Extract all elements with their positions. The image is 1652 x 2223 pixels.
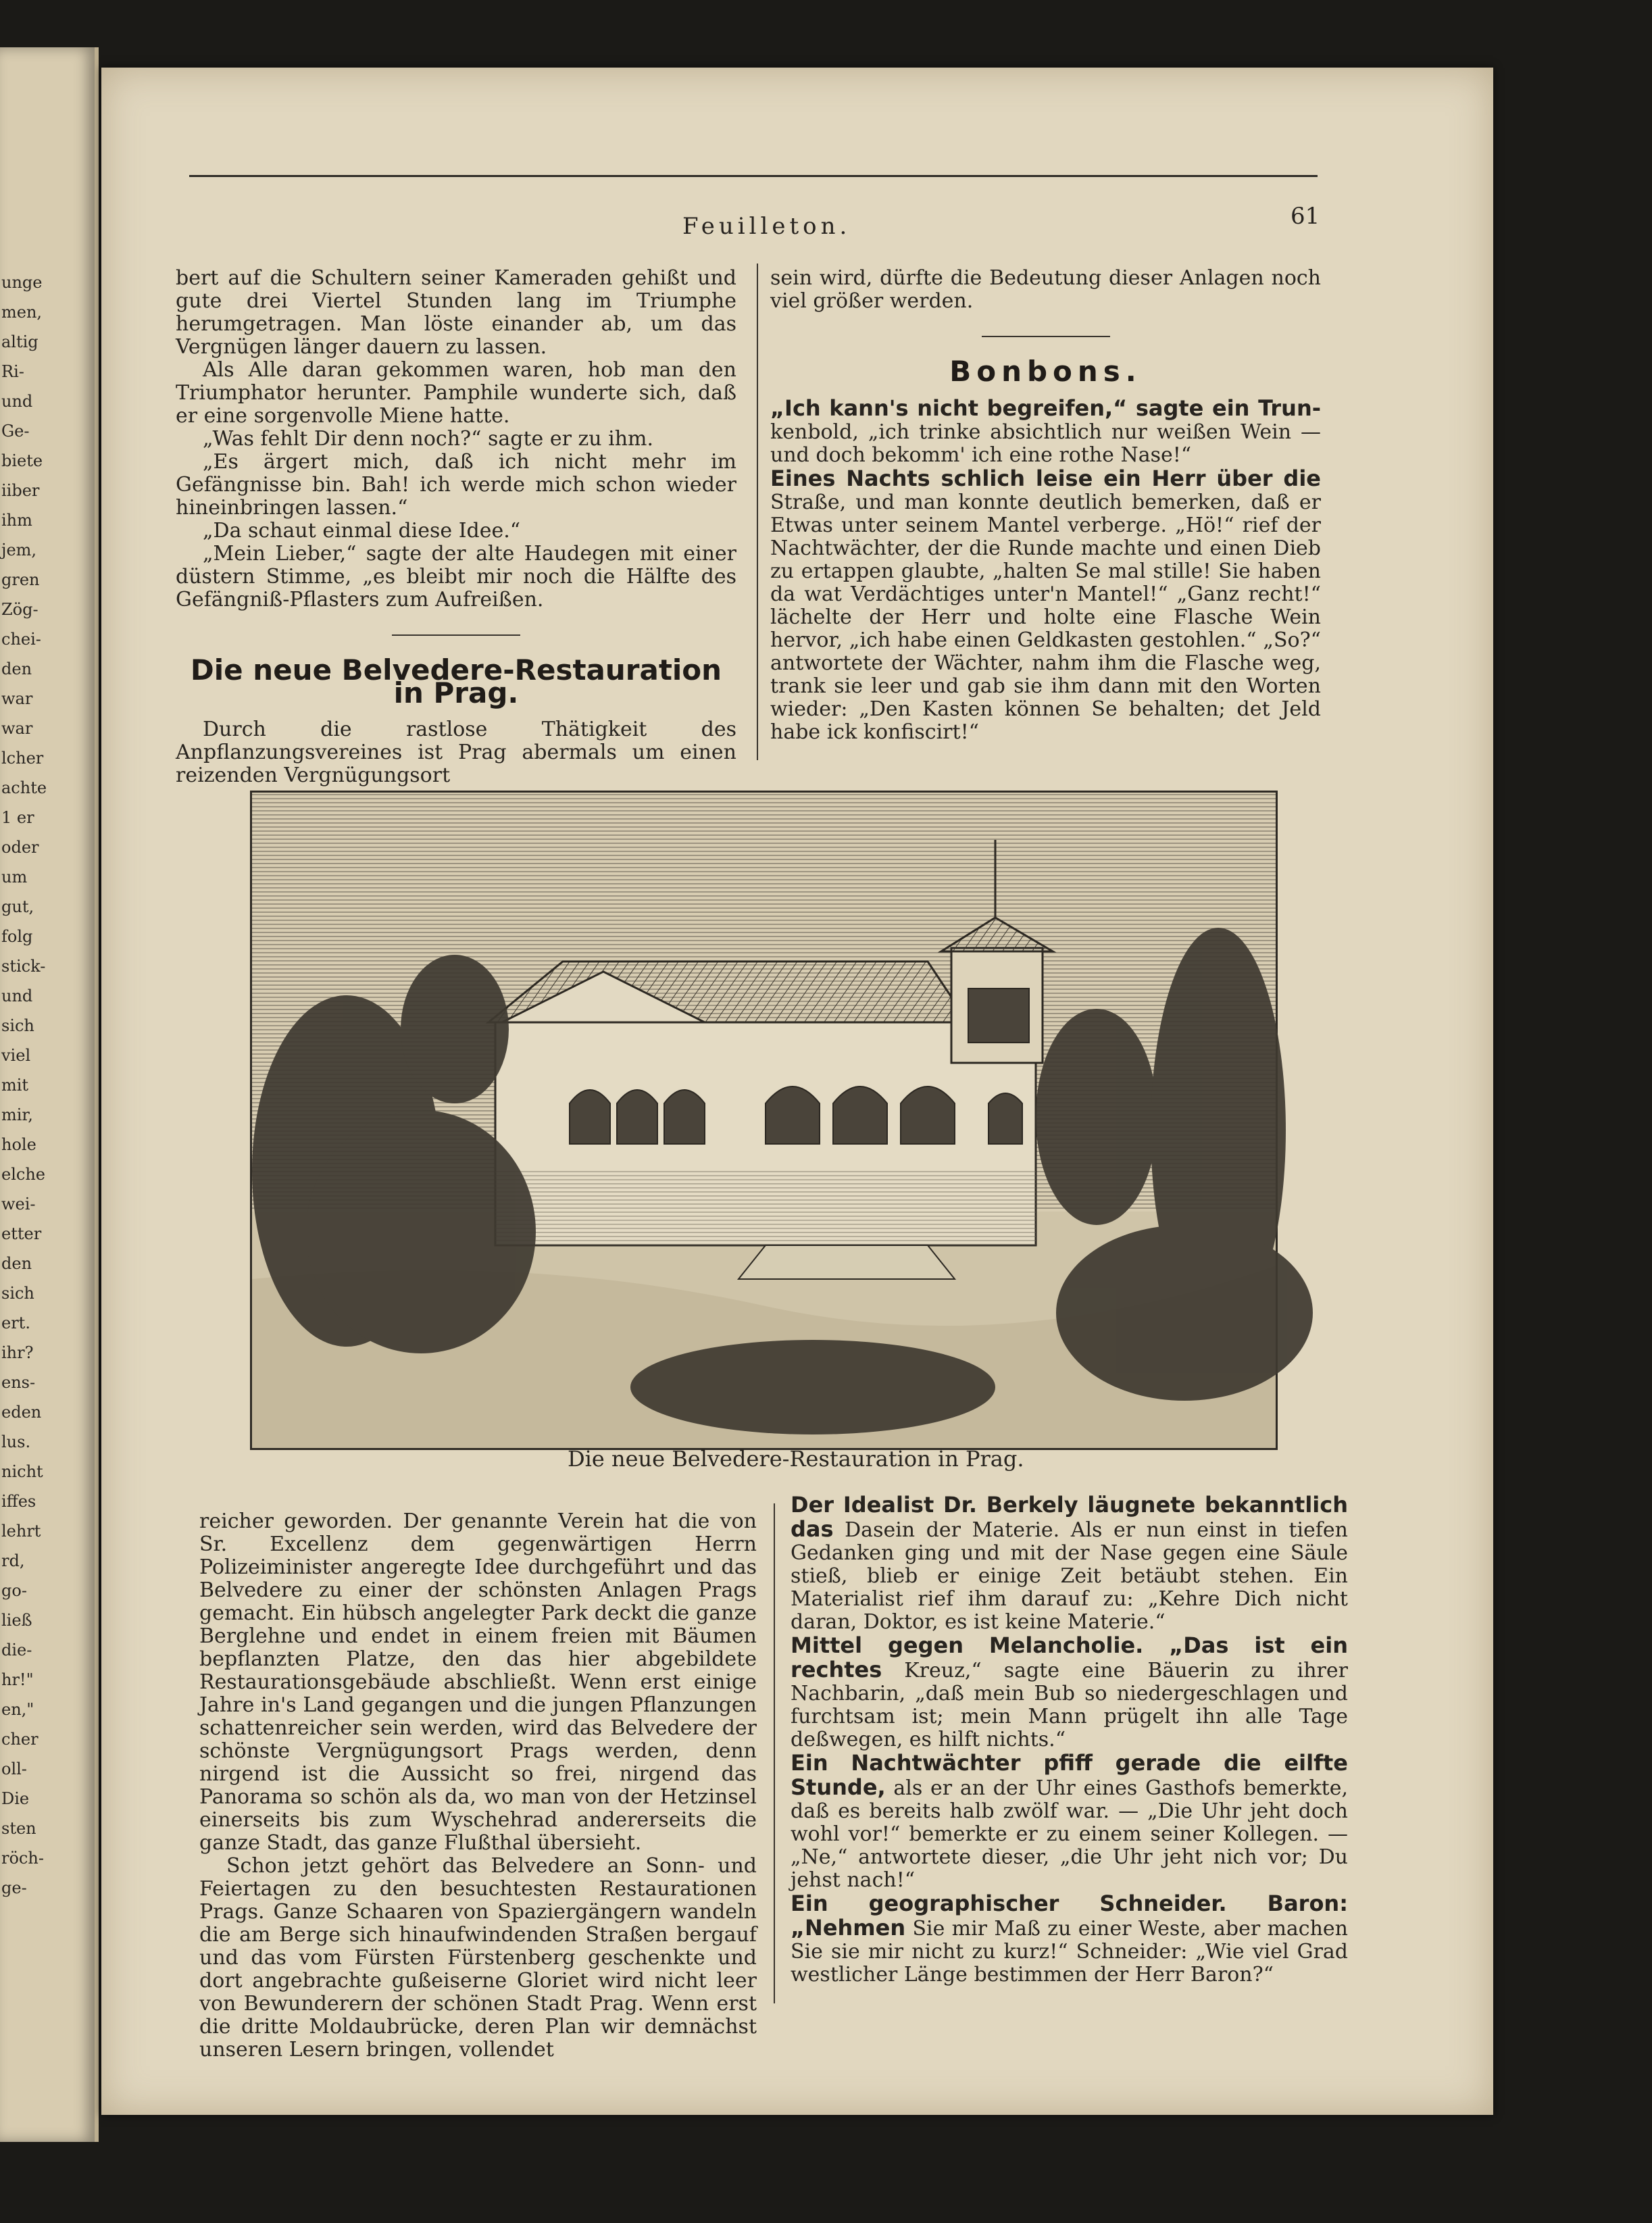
left-page-fragment: mir, [1, 1105, 33, 1124]
left-page-fragment: lehrt [1, 1522, 41, 1541]
article-title: Die neue Belvedere-Restauration in Prag. [190, 653, 722, 709]
belvedere-building-engraving [252, 793, 1276, 1448]
left-page-fragment: eden [1, 1403, 42, 1422]
left-page-fragment: iffes [1, 1492, 36, 1511]
left-page-fragment: mit [1, 1076, 29, 1095]
left-page-fragment: wei- [1, 1195, 36, 1214]
anecdote-body: Sie mir Maß zu einer Weste, aber machen Sie sie mir nicht zu kurz!“ Schneider: „Wie viel Grad westlicher Länge bestimmen der Herr Baron?“ [791, 1917, 1348, 1987]
header-rule [189, 145, 1318, 177]
column-left-bottom [199, 1510, 757, 2062]
left-page-fragment: ens- [1, 1373, 36, 1392]
paragraph: reicher geworden. Der genannte Verein hat die von Sr. Excellenz dem gegenwärtigen Herrn Polizeiminister angeregte Idee durchgeführt und das Belvedere zu einer der schönsten Anlagen Prags gemacht. Ein hübsch angelegter Park deckt die ganze Berglehne und endet in einem freien mit Bäumen bepflanzten Platze, den das hier abgebildete Restaurationsgebäude abschließt. Wenn erst einige Jahre in's Land gegangen und die jungen Pflanzungen schattenreicher sein werden, wird das Belvedere der schönste Vergnügungsort Prags werden, denn nirgend ist die Aussicht so frei, nirgend das Panorama so schön als da, wo man von der Hetzinsel einerseits bis zum Wyschehrad andererseits die ganze Stadt, das ganze Flußthal übersieht. [199, 1509, 757, 1855]
left-page-fragment: und [1, 392, 33, 411]
bonbon-lead: „Ich kann's nicht begreifen,“ sagte ein Trun- [770, 395, 1321, 421]
left-page-fragment: hr!" [1, 1670, 34, 1689]
article-intro: Durch die rastlose Thätigkeit des Anpflanzungsvereines ist Prag abermals um einen reizenden Vergnügungsort [176, 718, 736, 787]
column-right-top [770, 267, 1321, 744]
left-page-fragment: gren [1, 570, 40, 589]
anecdote-body: Kreuz,“ sagte eine Bäuerin zu ihrer Nachbarin, „daß mein Bub so niedergeschlagen und furchtsam ist; mein Mann prügelt ihn alle Tage deßwegen, es hilft nichts.“ [791, 1659, 1348, 1751]
left-page-fragment: und [1, 986, 33, 1005]
left-page-fragment: um [1, 868, 28, 886]
engraving-illustration [250, 791, 1278, 1450]
continuation-text: sein wird, dürfte die Bedeutung dieser Anlagen noch viel größer werden. [770, 266, 1321, 313]
left-page-fragment: etter [1, 1224, 42, 1243]
left-page-fragment: ihm [1, 511, 32, 530]
left-page-fragment: jem, [1, 541, 37, 559]
left-page-fragment: stick- [1, 957, 46, 976]
left-page-fragment: sich [1, 1284, 34, 1303]
anecdote-body: als er an der Uhr eines Gasthofs bemerkte, daß es bereits halb zwölf war. — „Die Uhr jeht doch wohl vor!“ bemerkte er zu einem seiner Kollegen. — „Ne,“ antwortete dieser, „die Uhr jeht nich vor; Du jehst nach!“ [791, 1776, 1348, 1892]
left-page-fragment: achte [1, 778, 47, 797]
left-page-fragment: en," [1, 1700, 34, 1719]
running-head: Feuilleton. [682, 213, 851, 240]
paragraph: „Es ärgert mich, daß ich nicht mehr im Gefängnisse bin. Bah! ich werde mich schon wieder hineinbringen lassen.“ [176, 450, 736, 520]
left-page-fragment: gut, [1, 897, 34, 916]
anecdote-lead: Der Idealist Dr. Berkely läugnete bekanntlich das [791, 1492, 1348, 1542]
column-divider [774, 1503, 775, 2003]
left-page-fragment: lcher [1, 749, 44, 768]
left-page-fragment: hole [1, 1135, 36, 1154]
left-page-fragment: oder [1, 838, 39, 857]
separator [392, 634, 520, 636]
anecdote-lead: Mittel gegen Melancholie. „Das ist ein rechtes [791, 1632, 1348, 1682]
column-left-top [176, 267, 736, 787]
left-page-fragment: men, [1, 303, 43, 322]
anecdote-lead: Ein Nachtwächter pfiff gerade die eilfte Stunde, [791, 1750, 1348, 1800]
left-page-fragment: oll- [1, 1759, 27, 1778]
page-number: 61 [1291, 203, 1320, 230]
left-page-fragment: war [1, 689, 33, 708]
left-page-fragment: iiber [1, 481, 40, 500]
left-page-fragment: Zög- [1, 600, 39, 619]
left-page-fragment: nicht [1, 1462, 43, 1481]
left-page-fragment: ge- [1, 1878, 27, 1897]
left-page-fragment: viel [1, 1046, 31, 1065]
left-page-fragment: sten [1, 1819, 36, 1838]
left-page-fragment: unge [1, 273, 43, 292]
paragraph: Als Alle daran gekommen waren, hob man den Triumphator herunter. Pamphile wunderte sich, daß er eine sorgenvolle Miene hatte. [176, 358, 736, 428]
left-page-fragment: chei- [1, 630, 41, 649]
paragraph: „Was fehlt Dir denn noch?“ sagte er zu ihm. [203, 427, 654, 451]
left-page-edge [0, 47, 99, 2142]
left-page-text-fragments [1, 270, 47, 1905]
left-page-fragment: cher [1, 1730, 39, 1749]
left-page-fragment: biete [1, 451, 43, 470]
left-page-fragment: die- [1, 1641, 32, 1659]
left-page-fragment: war [1, 719, 33, 738]
bonbon-body: kenbold, „ich trinke absichtlich nur weißen Wein — und doch bekomm' ich eine rothe Nase!“ [770, 420, 1321, 467]
left-page-fragment: Ge- [1, 422, 30, 441]
left-page-fragment: rd, [1, 1551, 25, 1570]
left-page-fragment: sich [1, 1016, 34, 1035]
left-page-fragment: ert. [1, 1314, 30, 1332]
bonbon-lead: Eines Nachts schlich leise ein Herr über die [770, 466, 1321, 491]
left-page-fragment: röch- [1, 1849, 44, 1868]
left-page-fragment: Ri- [1, 362, 24, 381]
left-page-fragment: den [1, 659, 32, 678]
left-page-fragment: elche [1, 1165, 45, 1184]
left-page-fragment: go- [1, 1581, 27, 1600]
left-page-fragment: ihr? [1, 1343, 34, 1362]
left-page-fragment: folg [1, 927, 33, 946]
anecdote-body: Dasein der Materie. Als er nun einst in tiefen Gedanken ging und mit der Nase gegen eine Säule stieß, blieb er einige Zeit betäubt stehen. Ein Materialist rief ihm darauf zu: „Kehre Dich nicht daran, Doktor, es ist keine Materie.“ [791, 1518, 1348, 1634]
paragraph: „Mein Lieber,“ sagte der alte Haudegen mit einer düstern Stimme, „es bleibt mir noch die Hälfte des Gefängniß-Pflasters zum Aufreißen. [176, 542, 736, 611]
column-right-bottom [791, 1493, 1348, 1987]
anecdote-lead: Ein geographischer Schneider. Baron: „Nehmen [791, 1891, 1348, 1941]
paragraph: bert auf die Schultern seiner Kameraden gehißt und gute drei Viertel Stunden lang im Triumphe herumgetragen. Man löste einander ab, um das Vergnügen länger dauern zu lassen. [176, 266, 736, 359]
paragraph: „Da schaut einmal diese Idee.“ [203, 519, 521, 543]
left-page-fragment: 1 er [1, 808, 34, 827]
left-page-fragment: lus. [1, 1432, 31, 1451]
section-title: Bonbons. [949, 355, 1142, 388]
paragraph: Schon jetzt gehört das Belvedere an Sonn- und Feiertagen zu den besuchtesten Restaurationen Prags. Ganze Schaaren von Spaziergängern wandeln die am Berge sich hinaufwindenden Straßen bergauf und das vom Fürsten Fürstenberg geschenkte und dort angebrachte gußeiserne Gloriet wird nicht leer von Bewunderern der schönen Stadt Prag. Wenn erst die dritte Moldaubrücke, deren Plan wir demnächst unseren Lesern bringen, vollendet [199, 1854, 757, 2062]
left-page-fragment: Die [1, 1789, 30, 1808]
separator [982, 336, 1110, 337]
left-page-fragment: ließ [1, 1611, 32, 1630]
illustration-caption: Die neue Belvedere-Restauration in Prag. [568, 1446, 1024, 1472]
left-page-fragment: den [1, 1254, 32, 1273]
column-divider [757, 264, 758, 760]
left-page-fragment: altig [1, 332, 39, 351]
bonbon-body: Straße, und man konnte deutlich bemerken, daß er Etwas unter seinem Mantel verberge. „Hö!“ rief der Nachtwächter, der die Runde machte und einen Dieb zu ertappen glaubte, „halten Se mal stille! Sie haben da wat Verdächtiges unter'n Mantel!“ „Ganz recht!“ lächelte der Herr und holte eine Flasche Wein hervor, „ich habe einen Geldkasten gestohlen.“ „So?“ antwortete der Wächter, nahm ihm die Flasche weg, trank sie leer und gab sie ihm dann mit den Worten wieder: „Den Kasten können Se behalten; det Jeld habe ick konfiscirt!“ [770, 491, 1321, 744]
